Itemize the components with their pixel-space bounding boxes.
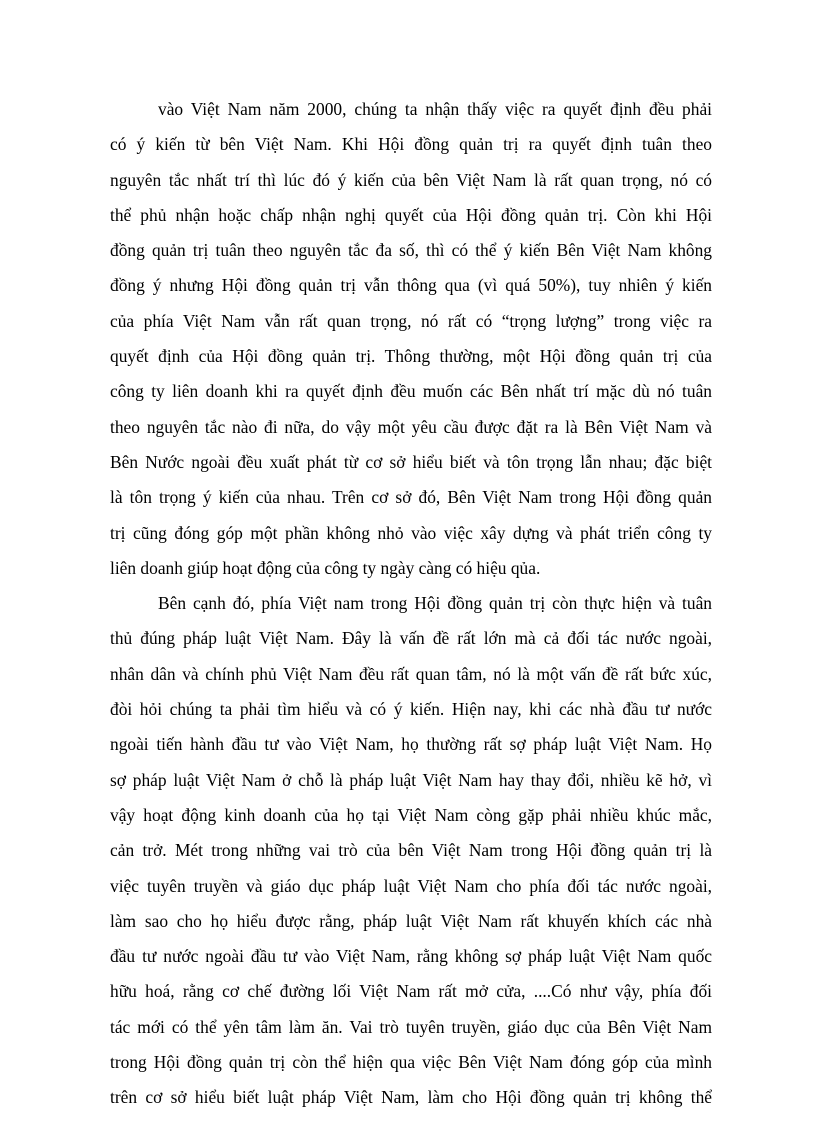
text-line: là tôn trọng ý kiến của nhau. Trên cơ sở đó, Bên Việt Nam trong Hội đồng quản xyxy=(110,487,712,508)
text-line: công ty liên doanh khi ra quyết định đều muốn các Bên nhất trí mặc dù nó tuân xyxy=(110,381,712,402)
text-line: hữu hoá, rằng cơ chế đường lối Việt Nam rất mở cửa, ....Có như vậy, phía đối xyxy=(110,981,712,1002)
text-line: của phía Việt Nam vẫn rất quan trọng, nó rất có “trọng lượng” trong việc ra xyxy=(110,310,712,331)
text-line: đòi hỏi chúng ta phải tìm hiểu và có ý kiến. Hiện nay, khi các nhà đầu tư nước xyxy=(110,699,712,720)
text-line: vào Việt Nam năm 2000, chúng ta nhận thấy việc ra quyết định đều phải xyxy=(158,99,712,119)
text-line: sợ pháp luật Việt Nam ở chỗ là pháp luật Việt Nam hay thay đổi, nhiều kẽ hở, vì xyxy=(110,769,712,790)
text-line: cản trở. Mét trong những vai trò của bên Việt Nam trong Hội đồng quản trị là xyxy=(110,840,712,861)
text-line: thể phủ nhận hoặc chấp nhận nghị quyết của Hội đồng quản trị. Còn khi Hội xyxy=(110,204,712,225)
text-line: có ý kiến từ bên Việt Nam. Khi Hội đồng quản trị ra quyết định tuân theo xyxy=(110,134,712,155)
text-line: trị cũng đóng góp một phần không nhỏ vào việc xây dựng và phát triển công ty xyxy=(110,522,712,543)
text-line: Bên Nước ngoài đều xuất phát từ cơ sở hiểu biết và tôn trọng lẫn nhau; đặc biệt xyxy=(110,451,712,472)
document-page xyxy=(110,92,712,1116)
paragraph xyxy=(110,92,712,586)
text-line: Bên cạnh đó, phía Việt nam trong Hội đồng quản trị còn thực hiện và tuân xyxy=(158,593,712,614)
text-line: theo nguyên tắc nào đi nữa, do vậy một yêu cầu được đặt ra là Bên Việt Nam và xyxy=(110,416,712,437)
text-line: đồng ý nhưng Hội đồng quản trị vẫn thông qua (vì quá 50%), tuy nhiên ý kiến xyxy=(110,275,712,296)
text-line: việc tuyên truyền và giáo dục pháp luật Việt Nam cho phía đối tác nước ngoài, xyxy=(110,875,712,896)
text-line: thủ đúng pháp luật Việt Nam. Đây là vấn đề rất lớn mà cả đối tác nước ngoài, xyxy=(110,628,712,649)
text-line: đầu tư nước ngoài đầu tư vào Việt Nam, rằng không sợ pháp luật Việt Nam quốc xyxy=(110,946,712,967)
text-line: tác mới có thể yên tâm làm ăn. Vai trò tuyên truyền, giáo dục của Bên Việt Nam xyxy=(110,1016,712,1037)
text-line: đồng quản trị tuân theo nguyên tắc đa số, thì có thể ý kiến Bên Việt Nam không xyxy=(110,240,712,261)
text-line: liên doanh giúp hoạt động của công ty ngày càng có hiệu qủa. xyxy=(110,557,541,578)
paragraph xyxy=(110,586,712,1115)
text-line: vậy hoạt động kinh doanh của họ tại Việt Nam còng gặp phải nhiều khúc mắc, xyxy=(110,804,712,825)
text-line: nguyên tắc nhất trí thì lúc đó ý kiến của bên Việt Nam là rất quan trọng, nó có xyxy=(110,169,712,190)
text-line: làm sao cho họ hiểu được rằng, pháp luật Việt Nam rất khuyến khích các nhà xyxy=(110,910,712,931)
text-line: nhân dân và chính phủ Việt Nam đều rất quan tâm, nó là một vấn đề rất bức xúc, xyxy=(110,663,712,684)
text-line: quyết định của Hội đồng quản trị. Thông thường, một Hội đồng quản trị của xyxy=(110,346,712,367)
text-line: ngoài tiến hành đầu tư vào Việt Nam, họ thường rất sợ pháp luật Việt Nam. Họ xyxy=(110,734,712,755)
text-line: trên cơ sở hiểu biết luật pháp Việt Nam, làm cho Hội đồng quản trị không thể xyxy=(110,1087,712,1108)
text-line: trong Hội đồng quản trị còn thể hiện qua việc Bên Việt Nam đóng góp của mình xyxy=(110,1052,712,1073)
